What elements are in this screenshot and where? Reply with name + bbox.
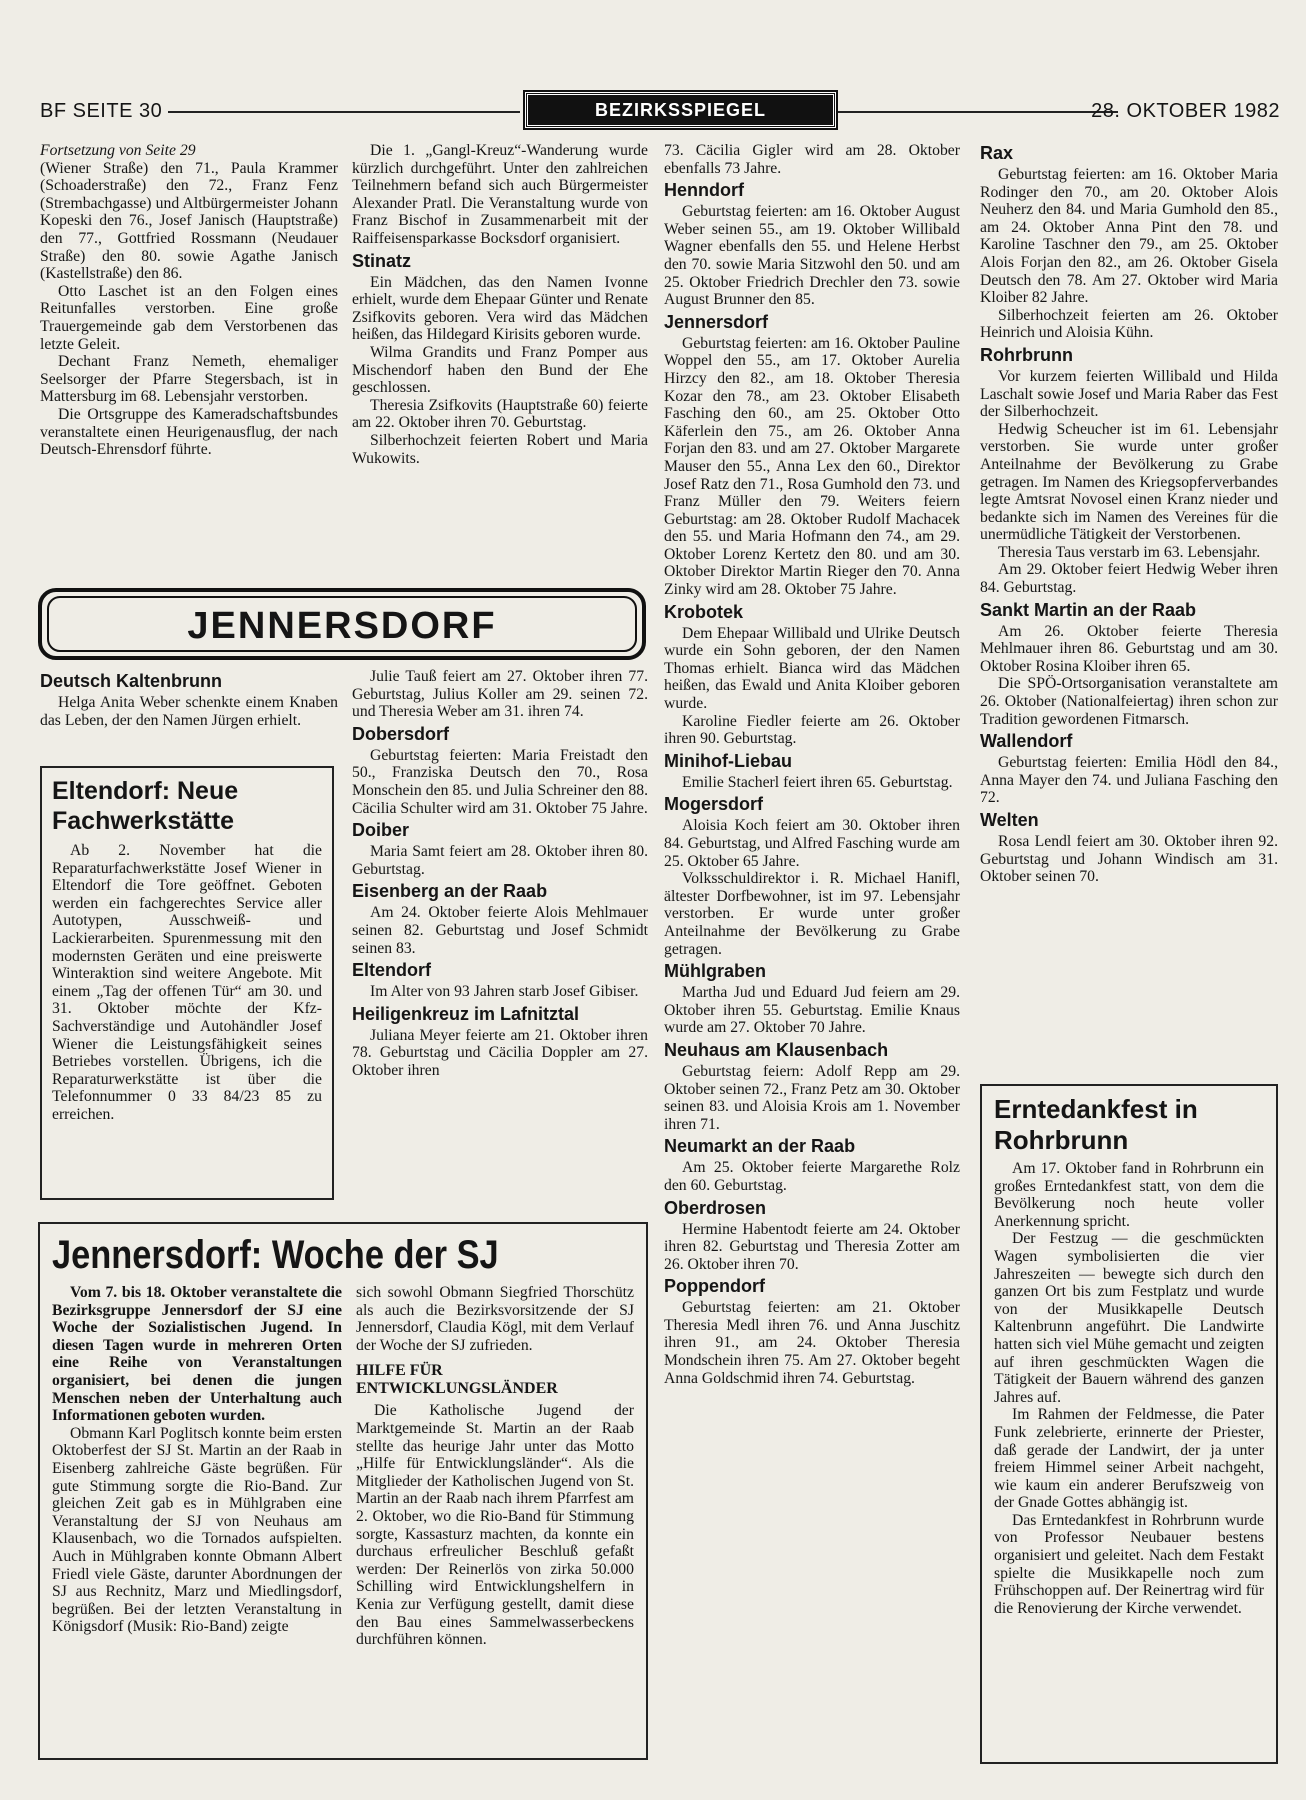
article-paragraph: Theresia Zsifkovits (Hauptstraße 60) feierte am 22. Oktober ihren 70. Geburtstag.	[352, 396, 648, 432]
article-paragraph: Dechant Franz Nemeth, ehemaliger Seelsorger der Pfarre Stegersbach, ist in Mattersburg im 68. Lebensjahr verstorben.	[40, 353, 338, 406]
town-heading: Henndorf	[664, 180, 744, 201]
article-paragraph: Am 25. Oktober feierte Margarethe Rolz den 60. Geburtstag.	[664, 1159, 960, 1194]
town-heading: Neumarkt an der Raab	[664, 1136, 856, 1157]
town-heading: Deutsch Kaltenbrunn	[40, 671, 223, 691]
article-paragraph: Juliana Meyer feierte am 21. Oktober ihren 78. Geburtstag und Cäcilia Doppler am 27. Oktober ihren	[352, 1026, 648, 1079]
article-paragraph: Geburtstag feierten: am 21. Oktober Theresia Medl ihren 76. und Anna Juschitz ihren 91., am 24. Oktober Theresia Mondschein ihren 75. Am 27. Oktober begeht Anna Goldschmid ihren 74. Geburtstag.	[664, 1299, 960, 1387]
article-paragraph: Maria Samt feiert am 28. Oktober ihren 80. Geburtstag.	[352, 843, 648, 878]
article-paragraph: Geburtstag feierten: Emilia Hödl den 84., Anna Mayer den 74. und Juliana Fasching den 72.	[980, 754, 1278, 807]
article-paragraph: Hedwig Scheucher ist im 61. Lebensjahr verstorben. Sie wurde unter großer Anteilnahme der Bevölkerung zu Grabe getragen. Im Namen des Kriegsopferverbandes legte Amtsrat Novosel einen Kranz nieder und bedankte sich im Namen des Vereines für die unermüdliche Tätigkeit der Verstorbenen.	[980, 420, 1278, 544]
town-heading: Welten	[980, 810, 1039, 830]
article-paragraph: Geburtstag feierten: am 16. Oktober Maria Rodinger den 70., am 20. Oktober Alois Neuherz den 84. und Maria Gumhold den 85., am 24. Oktober Anna Pint den 78. und Karoline Taschner den 79., am 25. Oktober Alois Forjan den 82., am 26. Oktober Gisela Deutsch den 78. Am 27. Oktober wird Maria Kloiber 82 Jahre.	[980, 166, 1278, 307]
sj-box	[38, 1222, 648, 1760]
issue-date: 28. OKTOBER 1982	[1091, 100, 1280, 122]
article-paragraph: Rosa Lendl feiert am 30. Oktober ihren 92. Geburtstag und Johann Windisch am 31. Oktober seinen 70.	[980, 833, 1278, 886]
article-paragraph: Emilie Stacherl feiert ihren 65. Geburtstag.	[682, 773, 953, 791]
article-subhead: HILFE FÜR ENTWICKLUNGSLÄNDER	[356, 1362, 558, 1398]
column-4	[980, 140, 1278, 886]
article-paragraph: Otto Laschet ist an den Folgen eines Reitunfalles verstorben. Eine große Trauergemeinde gab dem Verstorbenen das letzte Geleit.	[40, 282, 338, 353]
article-paragraph: Am 29. Oktober feiert Hedwig Weber ihren 84. Geburtstag.	[980, 561, 1278, 597]
article-paragraph: Im Alter von 93 Jahren starb Josef Gibiser.	[370, 983, 639, 1001]
article-paragraph: Am 26. Oktober feierte Theresia Mehlmauer ihren 86. Geburtstag und am 30. Oktober Rosina Kloiber ihren 65.	[980, 622, 1278, 675]
article-paragraph: Dem Ehepaar Willibald und Ulrike Deutsch wurde ein Sohn geboren, der den Namen Thomas erhielt. Bianca wird das Mädchen heißen, das Ewald und Anita Kloiber geboren wurde.	[664, 624, 960, 713]
column-1-bottom	[40, 668, 338, 729]
town-heading: Stinatz	[352, 250, 412, 271]
article-paragraph: Geburtstag feierten: am 16. Oktober Pauline Woppel den 55., am 17. Oktober Aurelia Hirzcy den 82., am 18. Oktober Theresia Kozar den 78., am 23. Oktober Elisabeth Fasching den 60., am 25. Oktober Otto Käferlein den 75., am 26. Oktober Anna Forjan den 83. und am 27. Oktober Margarete Mauser den 55., Anna Lex den 60., Direktor Josef Ratz den 71., Rosa Gumhold den 73. und Franz Müller den 79. Weiters feiern Geburtstag: am 28. Oktober Rudolf Machacek den 55. und Maria Hofmann den 74., am 29. Oktober Lorenz Kertetz den 80. und am 30. Oktober Direktor Martin Rieger den 70. Anna Zinky wird am 28. Oktober 75 Jahre.	[664, 334, 960, 599]
article-paragraph: Am 17. Oktober fand in Rohrbrunn ein großes Erntedankfest statt, von dem die Bevölkerung noch heute voller Anerkennung spricht.	[994, 1160, 1264, 1230]
article-paragraph: Der Festzug — die geschmückten Wagen symbolisierten die vier Jahreszeiten — bewegte sich durch den ganzen Ort bis zum Festplatz und wurde von der Musikkapelle Deutsch Kaltenbrunn angeführt. Die Landwirte hatten sich viel Mühe gemacht und zeigten auf ihren geschmückten Wagen die Tätigkeit der Bauern während des ganzen Jahres auf.	[994, 1230, 1264, 1406]
article-paragraph: Das Erntedankfest in Rohrbrunn wurde von Professor Neubauer bestens organisiert und geleitet. Nach dem Festakt spielte die Musikkapelle noch zum Frühschoppen auf. Der Reinertrag wird für die Renovierung der Kirche verwendet.	[994, 1511, 1264, 1617]
lead-paragraph: Vom 7. bis 18. Oktober veranstaltete die Bezirksgruppe Jennersdorf der SJ eine Woche der Sozialistischen Jugend. In diesen Tagen wurde in mehreren Orten eine Reihe von Veranstaltungen organisiert, bei denen die jungen Menschen neben der Unterhaltung auch Informationen geboten wurden.	[52, 1284, 342, 1425]
eltendorf-box	[40, 766, 334, 1200]
town-heading: Doiber	[352, 820, 410, 841]
box-title: Eltendorf: Neue Fachwerkstätte	[52, 777, 239, 835]
article-paragraph: Ein Mädchen, das den Namen Ivonne erhielt, wurde dem Ehepaar Günter und Renate Zsifkovits geboren. Vera wird das Mädchen heißen, das Hildegard Kirisits geboren wurde.	[352, 273, 648, 344]
town-heading: Poppendorf	[664, 1276, 765, 1297]
erntedankfest-box	[980, 1084, 1278, 1764]
sj-column-right	[356, 1284, 634, 1649]
article-paragraph: Obmann Karl Poglitsch konnte beim ersten Oktoberfest der SJ St. Martin an der Raab in Eisenberg zahlreiche Gäste begrüßen. Für gute Stimmung sorgte die Rio-Band. Zur gleichen Zeit gab es in Mühlgraben eine Veranstaltung der SJ von Neuhaus am Klausenbach, wo die Tornados aufspielten. Auch in Mühlgraben konnte Obmann Albert Friedl viele Gäste, darunter Abordnungen der SJ aus Rechnitz, Marz und Miedlingsdorf, begrüßen. Bei der letzten Veranstaltung in Königsdorf (Musik: Rio-Band) zeigte	[52, 1424, 342, 1636]
town-heading: Mühlgraben	[664, 961, 766, 982]
town-heading: Eltendorf	[352, 960, 431, 981]
section-label: BEZIRKSSPIEGEL	[525, 92, 836, 128]
header-rule-right	[838, 111, 1118, 113]
article-paragraph: (Wiener Straße) den 71., Paula Krammer (Schoaderstraße) den 72., Franz Fenz (Strembachgasse) und Altbürgermeister Johann Kopeski den 76., Josef Janisch (Hauptstraße) den 77., Gottfried Rossmann (Neudauer Straße) den 80. sowie Agathe Janisch (Kastellstraße) den 86.	[40, 159, 338, 283]
article-paragraph: Die Ortsgruppe des Kameradschaftsbundes veranstaltete einen Heurigenausflug, der nach Deutsch-Ehrensdorf führte.	[40, 405, 338, 459]
article-paragraph: Martha Jud und Eduard Jud feiern am 29. Oktober ihren 55. Geburtstag. Emilie Knaus wurde am 27. Oktober 70 Jahre.	[664, 984, 960, 1037]
section-banner	[38, 588, 646, 660]
continuation-note: Fortsetzung von Seite 29	[40, 142, 196, 159]
article-paragraph: Geburtstag feiern: Adolf Repp am 29. Oktober seinen 72., Franz Petz am 30. Oktober seinen 83. und Aloisia Krois am 1. November ihren 71.	[664, 1062, 960, 1133]
town-heading: Minihof-Liebau	[664, 750, 792, 771]
box-title: Erntedankfest in Rohrbrunn	[994, 1094, 1198, 1155]
article-paragraph: sich sowohl Obmann Siegfried Thorschütz als auch die Bezirksvorsitzende der SJ Jennersdorf, Claudia Kögl, mit dem Verlauf der Woche der SJ zufrieden.	[356, 1284, 634, 1354]
article-paragraph: Aloisia Koch feiert am 30. Oktober ihren 84. Geburtstag, und Alfred Fasching wurde am 25. Oktober 65 Jahre.	[664, 817, 960, 870]
town-heading: Mogersdorf	[664, 794, 763, 815]
article-paragraph: Am 24. Oktober feierte Alois Mehlmauer seinen 82. Geburtstag und Josef Schmidt seinen 83.	[352, 904, 648, 957]
article-paragraph: 73. Cäcilia Gigler wird am 28. Oktober ebenfalls 73 Jahre.	[664, 142, 960, 177]
sj-column-left	[52, 1284, 342, 1636]
town-heading: Wallendorf	[980, 731, 1073, 752]
article-paragraph: Im Rahmen der Feldmesse, die Pater Funk zelebrierte, erinnerte der Priester, daß gerade der Landwirt, der ja unter freiem Himmel seiner Arbeit nachgeht, wie kaum ein anderer Berufszweig von der Gnade Gottes abhängig ist.	[994, 1406, 1264, 1512]
article-paragraph: Helga Anita Weber schenkte einem Knaben das Leben, der den Namen Jürgen erhielt.	[40, 694, 338, 729]
article-paragraph: Die 1. „Gangl-Kreuz“-Wanderung wurde kürzlich durchgeführt. Unter den zahlreichen Teilnehmern befand sich auch Bürgermeister Alexander Pratl. Die Veranstaltung wurde von Franz Bischof in Zusammenarbeit mit der Raiffeisensparkasse Bocksdorf organisiert.	[352, 142, 648, 247]
town-heading: Neuhaus am Klausenbach	[664, 1039, 889, 1060]
box-title: Jennersdorf: Woche der SJ	[52, 1233, 499, 1277]
article-paragraph: Die SPÖ-Ortsorganisation veranstaltete am 26. Oktober (Nationalfeiertag) ihren schon zur Tradition gewordenen Fitmarsch.	[980, 675, 1278, 728]
page-number: BF SEITE 30	[40, 100, 163, 122]
column-2-top	[352, 142, 648, 467]
column-1-top	[40, 142, 338, 459]
article-paragraph: Die Katholische Jugend der Marktgemeinde St. Martin an der Raab stellte das heurige Jahr unter das Motto „Hilfe für Entwicklungsländer“. Als die Mitglieder der Katholischen Jugend von St. Martin an der Raab nach ihrem Pfarrfest am 2. Oktober, wo die Rio-Band für Stimmung sorgte, Kassasturz machten, da konnte ein durchaus erfreulicher Beschluß gefaßt werden: Der Reinerlös von zirka 50.000 Schilling wird Entwicklungshelfern in Kenia zur Verfügung gestellt, damit diese den Bau eines Sammelwasserbeckens durchführen können.	[356, 1402, 634, 1649]
article-paragraph: Volksschuldirektor i. R. Michael Hanifl, ältester Dorfbewohner, ist im 97. Lebensjahr verstorben. Er wurde unter großer Anteilnahme der Bevölkerung zu Grabe getragen.	[664, 870, 960, 958]
town-heading: Heiligenkreuz im Lafnitztal	[352, 1003, 580, 1024]
town-heading: Sankt Martin an der Raab	[980, 599, 1197, 620]
town-heading: Dobersdorf	[352, 723, 450, 744]
article-paragraph: Hermine Habentodt feierte am 24. Oktober ihren 82. Geburtstag und Theresia Zotter am 26. Oktober ihren 70.	[664, 1220, 960, 1273]
page-header	[40, 92, 1280, 128]
town-heading: Oberdrosen	[664, 1197, 767, 1218]
town-heading: Rohrbrunn	[980, 344, 1073, 365]
article-paragraph: Vor kurzem feierten Willibald und Hilda Laschalt sowie Josef und Maria Raber das Fest der Silberhochzeit.	[980, 367, 1278, 421]
town-heading: Jennersdorf	[664, 311, 769, 332]
article-paragraph: Silberhochzeit feierten Robert und Maria Wukowits.	[352, 431, 648, 467]
article-paragraph: Karoline Fiedler feierte am 26. Oktober ihren 90. Geburtstag.	[664, 712, 960, 748]
column-3	[664, 142, 960, 1387]
banner-title: JENNERSDORF	[47, 596, 637, 652]
header-rule-left	[168, 111, 520, 113]
town-heading: Eisenberg an der Raab	[352, 881, 548, 902]
article-paragraph: Julie Tauß feiert am 27. Oktober ihren 77. Geburtstag, Julius Koller am 29. seinen 72. und Theresia Weber am 31. ihren 74.	[352, 668, 648, 721]
column-2-bottom	[352, 668, 648, 1080]
article-paragraph: Geburtstag feierten: am 16. Oktober August Weber seinen 55., am 19. Oktober Willibald Wagner ebenfalls den 55. und Helene Herbst den 70. sowie Maria Sitzwohl den 50. und am 25. Oktober Friedrich Drechler den 73. sowie August Brunner den 85.	[664, 203, 960, 309]
article-paragraph: Silberhochzeit feierten am 26. Oktober Heinrich und Aloisia Kühn.	[980, 306, 1278, 342]
article-paragraph: Theresia Taus verstarb im 63. Lebensjahr.	[998, 543, 1261, 561]
article-paragraph: Wilma Grandits und Franz Pomper aus Mischendorf haben den Bund der Ehe geschlossen.	[352, 343, 648, 397]
article-paragraph: Geburtstag feierten: Maria Freistadt den 50., Franziska Deutsch den 70., Rosa Monschein den 85. und Julia Schreiner den 88. Cäcilia Schulter wird am 31. Oktober 75 Jahre.	[352, 746, 648, 817]
town-heading: Krobotek	[664, 601, 744, 622]
town-heading: Rax	[980, 143, 1014, 163]
article-paragraph: Ab 2. November hat die Reparaturfachwerkstätte Josef Wiener in Eltendorf die Tore geöffnet. Geboten werden ein fachgerechtes Service aller Autotypen, Ausschweiß- und Lackierarbeiten. Spurenmessung mit den modernsten Geräten und eine preiswerte Winteraktion sind weitere Angebote. Mit einem „Tag der offenen Tür“ am 30. und 31. Oktober möchte der Kfz-Sachverständige und Autohändler Josef Wiener die Leistungsfähigkeit seines Betriebes vorstellen. Übrigens, ich die Reparaturwerkstätte ist über die Telefonnummer 0 33 84/23 85 zu erreichen.	[52, 842, 322, 1123]
